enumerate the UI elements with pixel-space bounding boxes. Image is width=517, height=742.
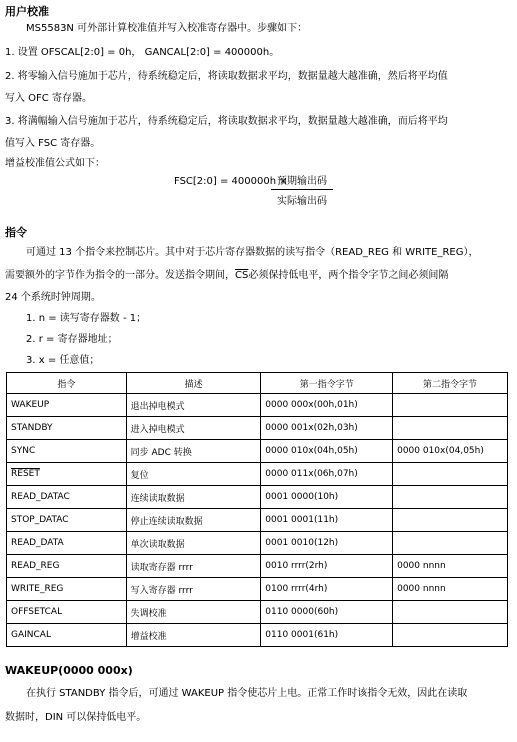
commands-para-line-3: 24 个系统时钟周期。: [5, 292, 101, 303]
cell-second-byte: 0000 010x(04,05h): [393, 440, 508, 463]
table-row: [7, 486, 508, 509]
cell-command: WAKEUP: [7, 394, 127, 417]
table-row: [7, 624, 508, 647]
cell-second-byte: [393, 486, 508, 509]
cell-second-byte: 0000 nnnn: [393, 578, 508, 601]
cell-second-byte: [393, 624, 508, 647]
list-item: 3. x = 任意值；: [26, 355, 100, 366]
calibration-intro: MS5583N 可外部计算校准值并写入校准寄存器中。步骤如下：: [26, 23, 308, 34]
table-row: [7, 417, 508, 440]
wakeup-line-2: 数据时，DIN 可以保持低电平。: [5, 712, 147, 723]
header-first-byte: 第一指令字节: [261, 373, 393, 394]
cell-description: 增益校准: [126, 624, 261, 647]
cell-command: WRITE_REG: [7, 578, 127, 601]
cell-command: STANDBY: [7, 417, 127, 440]
commands-para-line-2-b: 必须保持低电平，两个指令字节之间必须间隔: [248, 270, 449, 281]
cell-description: 失调校准: [126, 601, 261, 624]
cell-command: SYNC: [7, 440, 127, 463]
commands-para-line-2-a: 需要额外的字节作为指令的一部分。发送指令期间，: [5, 270, 235, 281]
cell-description: 复位: [126, 463, 261, 486]
cell-command: READ_DATAC: [7, 486, 127, 509]
cell-command: GAINCAL: [7, 624, 127, 647]
table-row: [7, 440, 508, 463]
commands-para-line-1: 可通过 13 个指令来控制芯片。其中对于芯片寄存器数据的读写指令（READ_REG 和 WRITE_REG），: [26, 247, 479, 258]
cell-first-byte: 0000 010x(04h,05h): [261, 440, 393, 463]
gain-formula-fraction: [271, 172, 333, 207]
cell-second-byte: [393, 509, 508, 532]
cell-first-byte: 0110 0000(60h): [261, 601, 393, 624]
cell-second-byte: [393, 417, 508, 440]
cell-second-byte: [393, 601, 508, 624]
header-second-byte: 第二指令字节: [393, 373, 508, 394]
cell-first-byte: 0001 0001(11h): [261, 509, 393, 532]
cell-first-byte: 0110 0001(61h): [261, 624, 393, 647]
table-row: [7, 394, 508, 417]
cell-description: 同步 ADC 转换: [126, 440, 261, 463]
cell-second-byte: [393, 463, 508, 486]
cell-command: READ_REG: [7, 555, 127, 578]
commands-para-line-2: [5, 269, 511, 283]
commands-heading: 指令: [5, 226, 27, 239]
cell-description: 连续读取数据: [126, 486, 261, 509]
cell-first-byte: 0010 rrrr(2rh): [261, 555, 393, 578]
cell-description: 写入寄存器 rrrr: [126, 578, 261, 601]
command-table: [6, 372, 508, 647]
gain-formula-label: 增益校准值公式如下：: [5, 158, 105, 169]
cell-description: 退出掉电模式: [126, 394, 261, 417]
table-row: [7, 578, 508, 601]
calibration-step-3-line-2: 值写入 FSC 寄存器。: [5, 138, 101, 149]
wakeup-line-1: 在执行 STANDBY 指令后，可通过 WAKEUP 指令使芯片上电。正常工作时该指令无效，因此在读取: [26, 688, 468, 699]
cell-first-byte: 0001 0010(12h): [261, 532, 393, 555]
cell-first-byte: 0000 011x(06h,07h): [261, 463, 393, 486]
cell-second-byte: [393, 532, 508, 555]
table-row: [7, 601, 508, 624]
cell-command: OFFSETCAL: [7, 601, 127, 624]
cell-command: STOP_DATAC: [7, 509, 127, 532]
calibration-step-2-line-2: 写入 OFC 寄存器。: [5, 93, 92, 104]
list-item: 1. n = 读写寄存器数 - 1；: [26, 313, 147, 324]
table-row: [7, 555, 508, 578]
table-header-row: [7, 373, 508, 394]
formula-numerator: 预期输出码: [271, 172, 333, 190]
table-row: [7, 509, 508, 532]
formula-denominator: 实际输出码: [277, 196, 327, 207]
cell-command: RESET: [7, 463, 127, 486]
header-command: 指令: [7, 373, 127, 394]
cell-description: 停止连续读取数据: [126, 509, 261, 532]
header-description: 描述: [126, 373, 261, 394]
cs-signal: $\overline{CS}$: [235, 270, 249, 281]
cell-second-byte: 0000 nnnn: [393, 555, 508, 578]
cell-first-byte: 0000 001x(02h,03h): [261, 417, 393, 440]
calibration-step-1: 1. 设置 OFSCAL[2:0] = 0h， GANCAL[2:0] = 400000h。: [5, 47, 280, 58]
cell-second-byte: [393, 394, 508, 417]
table-row: [7, 532, 508, 555]
cell-command: READ_DATA: [7, 532, 127, 555]
cell-description: 单次读取数据: [126, 532, 261, 555]
cell-first-byte: 0001 0000(10h): [261, 486, 393, 509]
gain-formula-lhs: FSC[2:0] = 400000h ×: [174, 176, 288, 187]
user-calibration-heading: 用户校准: [5, 5, 49, 18]
cell-first-byte: 0100 rrrr(4rh): [261, 578, 393, 601]
cell-description: 读取寄存器 rrrr: [126, 555, 261, 578]
cell-description: 进入掉电模式: [126, 417, 261, 440]
cell-first-byte: 0000 000x(00h,01h): [261, 394, 393, 417]
list-item: 2. r = 寄存器地址；: [26, 334, 118, 345]
calibration-step-2-line-1: 2. 将零输入信号施加于芯片，待系统稳定后，将读取数据求平均，数据量越大越准确，然后将平均值: [5, 71, 448, 82]
wakeup-heading: WAKEUP(0000 000x): [5, 664, 133, 677]
calibration-step-3-line-1: 3. 将满幅输入信号施加于芯片，待系统稳定后，将读取数据求平均，数据量越大越准确，而后将平均: [5, 116, 448, 127]
table-row: [7, 463, 508, 486]
